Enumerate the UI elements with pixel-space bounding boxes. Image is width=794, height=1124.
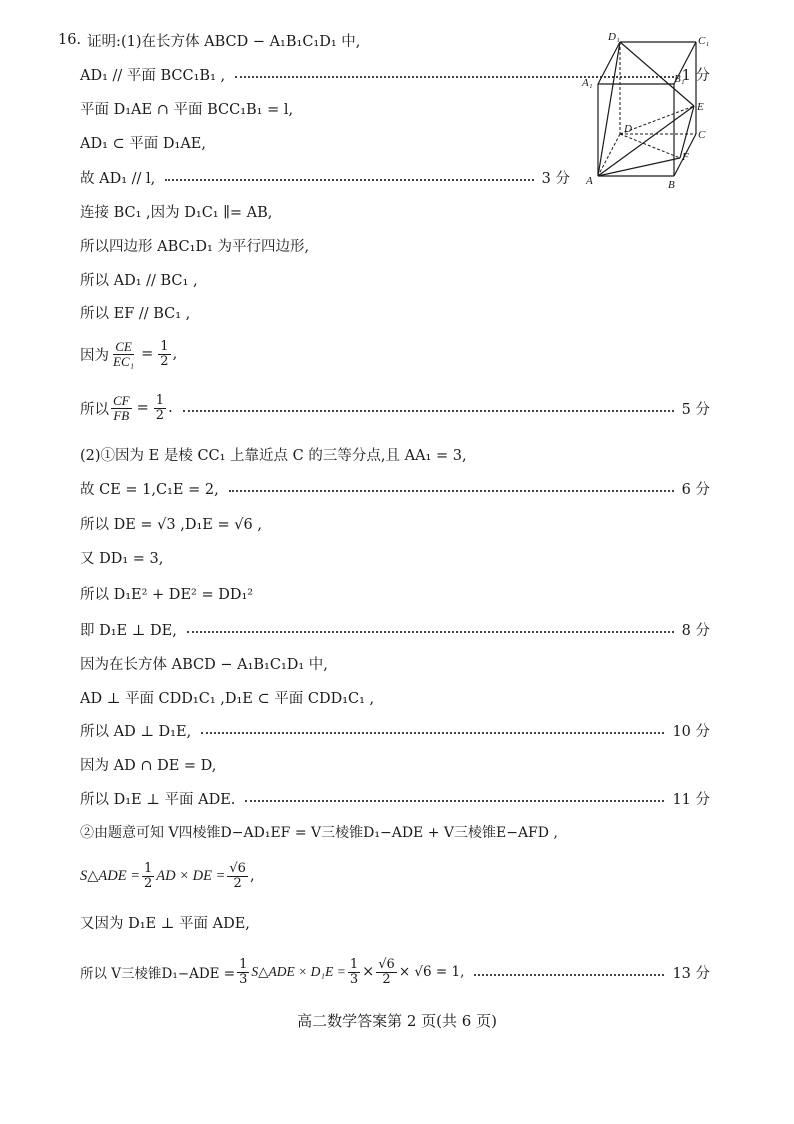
proof-text: , <box>249 868 255 884</box>
vertex-label: F <box>682 151 689 163</box>
fraction-denominator: EC₁ <box>113 353 135 369</box>
proof-text: 故 CE = 1,C₁E = 2, <box>80 481 219 498</box>
fraction-denominator: 2 <box>144 875 153 891</box>
fraction <box>154 394 166 423</box>
part2-line-3 <box>80 545 710 569</box>
fraction <box>158 340 170 369</box>
score-label: 13 分 <box>672 965 710 982</box>
part2-line-0 <box>80 442 710 466</box>
proof-text: 又 DD₁ = 3, <box>80 550 164 567</box>
proof-text: 连接 BC₁ ,因为 D₁C₁ ∥= AB, <box>80 204 273 221</box>
part2-line-9 <box>80 752 710 776</box>
score-label: 8 分 <box>681 622 710 639</box>
part2-line-11 <box>80 820 710 844</box>
fraction-numerator: 1 <box>349 956 359 972</box>
fraction-denominator: 2 <box>160 353 169 369</box>
fraction-line-1 <box>80 334 710 374</box>
proof-text: 因为在长方体 ABCD − A₁B₁C₁D₁ 中, <box>80 656 328 673</box>
proof-text: 故 AD₁ // l, <box>80 170 156 187</box>
problem-line-8 <box>80 300 710 324</box>
part2-line-2 <box>80 511 710 535</box>
area-line <box>80 856 710 896</box>
problem-number: 16. <box>58 32 82 48</box>
vertex-label: C <box>698 129 706 141</box>
proof-text: 平面 D₁AE ∩ 平面 BCC₁B₁ = l, <box>80 101 294 118</box>
page-footer: 高二数学答案第 2 页(共 6 页) <box>297 1012 497 1030</box>
proof-text: AD₁ ⊂ 平面 D₁AE, <box>80 135 206 152</box>
vertex-label: B <box>668 179 675 191</box>
part2-line-10 <box>80 786 710 810</box>
proof-text: 所以 AD₁ // BC₁ , <box>80 272 198 289</box>
fraction <box>348 958 360 987</box>
problem-line-7 <box>80 267 710 291</box>
proof-text: AD₁ // 平面 BCC₁B₁ , <box>80 67 226 84</box>
proof-text: AD ⊥ 平面 CDD₁C₁ ,D₁E ⊂ 平面 CDD₁C₁ , <box>80 690 375 707</box>
proof-text: 所以 EF // BC₁ , <box>80 305 191 322</box>
score-label: 1 分 <box>681 67 710 84</box>
fraction <box>111 394 132 423</box>
score-label: 3 分 <box>541 170 570 187</box>
proof-text: 因为 <box>80 347 109 364</box>
fraction-numerator: √6 <box>378 956 395 972</box>
proof-text: 所以 D₁E ⊥ 平面 ADE. <box>80 791 236 808</box>
problem-line-2 <box>80 96 560 120</box>
leader-dots <box>165 179 533 181</box>
proof-text: 证明:(1)在长方体 ABCD − A₁B₁C₁D₁ 中, <box>87 33 361 50</box>
proof-text: ②由题意可知 V四棱锥D−AD₁EF = V三棱锥D₁−ADE + V三棱锥E−AFD , <box>80 825 558 841</box>
fraction <box>111 340 136 369</box>
proof-text: 所以 D₁E² + DE² = DD₁² <box>80 586 254 603</box>
proof-text: 所以 AD ⊥ D₁E, <box>80 723 192 740</box>
leader-dots <box>183 410 674 412</box>
vertex-label: B₁ <box>674 73 685 85</box>
part2-line-5 <box>80 617 710 641</box>
cuboid-figure <box>578 28 718 192</box>
fraction-numerator: CE <box>115 338 132 354</box>
part2-line-8 <box>80 718 710 742</box>
fraction-denominator: 3 <box>349 971 359 987</box>
volume-line <box>80 952 710 992</box>
cuboid-diagram <box>578 28 718 192</box>
fraction-denominator: 2 <box>382 971 391 987</box>
part2-line-1 <box>80 476 710 500</box>
proof-text: × <box>362 964 375 980</box>
leader-dots <box>229 490 674 492</box>
fraction-denominator: FB <box>113 407 130 423</box>
fraction-denominator: 2 <box>155 407 165 423</box>
fraction-denominator: 3 <box>239 971 248 987</box>
proof-text: 所以四边形 ABC₁D₁ 为平行四边形, <box>80 238 310 255</box>
problem-line-3 <box>80 130 560 154</box>
problem-line-6 <box>80 233 710 257</box>
proof-text: 又因为 D₁E ⊥ 平面 ADE, <box>80 915 250 932</box>
fraction-numerator: 1 <box>239 956 248 972</box>
leader-dots <box>245 800 664 802</box>
equals-sign: = <box>136 400 149 416</box>
leader-dots <box>201 732 664 734</box>
fraction <box>227 862 248 891</box>
proof-text: × √6 = 1, <box>398 964 465 980</box>
proof-text: 所以 V三棱锥D₁−ADE = <box>80 966 236 982</box>
proof-text: AD × DE = <box>156 867 226 884</box>
fraction-numerator: 1 <box>144 860 153 876</box>
vertex-label: A₁ <box>582 77 593 89</box>
score-label: 5 分 <box>681 401 710 418</box>
vertex-label: A <box>586 175 593 187</box>
fraction <box>142 862 154 891</box>
leader-dots <box>187 631 674 633</box>
problem-line-4 <box>80 165 570 189</box>
part2-line-7 <box>80 685 710 709</box>
vertex-label: D₁ <box>608 31 620 43</box>
fraction <box>237 958 249 987</box>
fraction-denominator: 2 <box>233 875 242 891</box>
fraction <box>376 958 397 987</box>
equals-sign: = <box>141 346 154 362</box>
proof-text: 即 D₁E ⊥ DE, <box>80 622 177 639</box>
proof-text: (2)①因为 E 是棱 CC₁ 上靠近点 C 的三等分点,且 AA₁ = 3, <box>80 447 467 464</box>
proof-text: , <box>172 346 178 362</box>
vertex-label: C₁ <box>698 35 710 47</box>
proof-text: 所以 <box>80 401 109 418</box>
proof-text: . <box>168 400 173 416</box>
area-followup-line <box>80 910 710 934</box>
fraction-line-2 <box>80 388 710 428</box>
proof-text: 因为 AD ∩ DE = D, <box>80 757 217 774</box>
score-label: 10 分 <box>672 723 710 740</box>
fraction-numerator: 1 <box>155 392 165 408</box>
fraction-numerator: CF <box>113 392 130 408</box>
part2-line-6 <box>80 651 710 675</box>
vertex-label: D <box>624 123 632 135</box>
vertex-label: E <box>697 101 704 113</box>
proof-text: 所以 DE = √3 ,D₁E = √6 , <box>80 516 262 533</box>
fraction-numerator: 1 <box>160 338 169 354</box>
part2-line-4 <box>80 581 710 605</box>
leader-dots <box>474 974 664 976</box>
problem-line-5 <box>80 199 560 223</box>
fraction-numerator: √6 <box>229 860 246 876</box>
proof-text: S△ADE × D₁E = <box>251 964 346 979</box>
score-label: 6 分 <box>681 481 710 498</box>
score-label: 11 分 <box>672 791 710 808</box>
proof-text: S△ADE = <box>80 867 140 884</box>
